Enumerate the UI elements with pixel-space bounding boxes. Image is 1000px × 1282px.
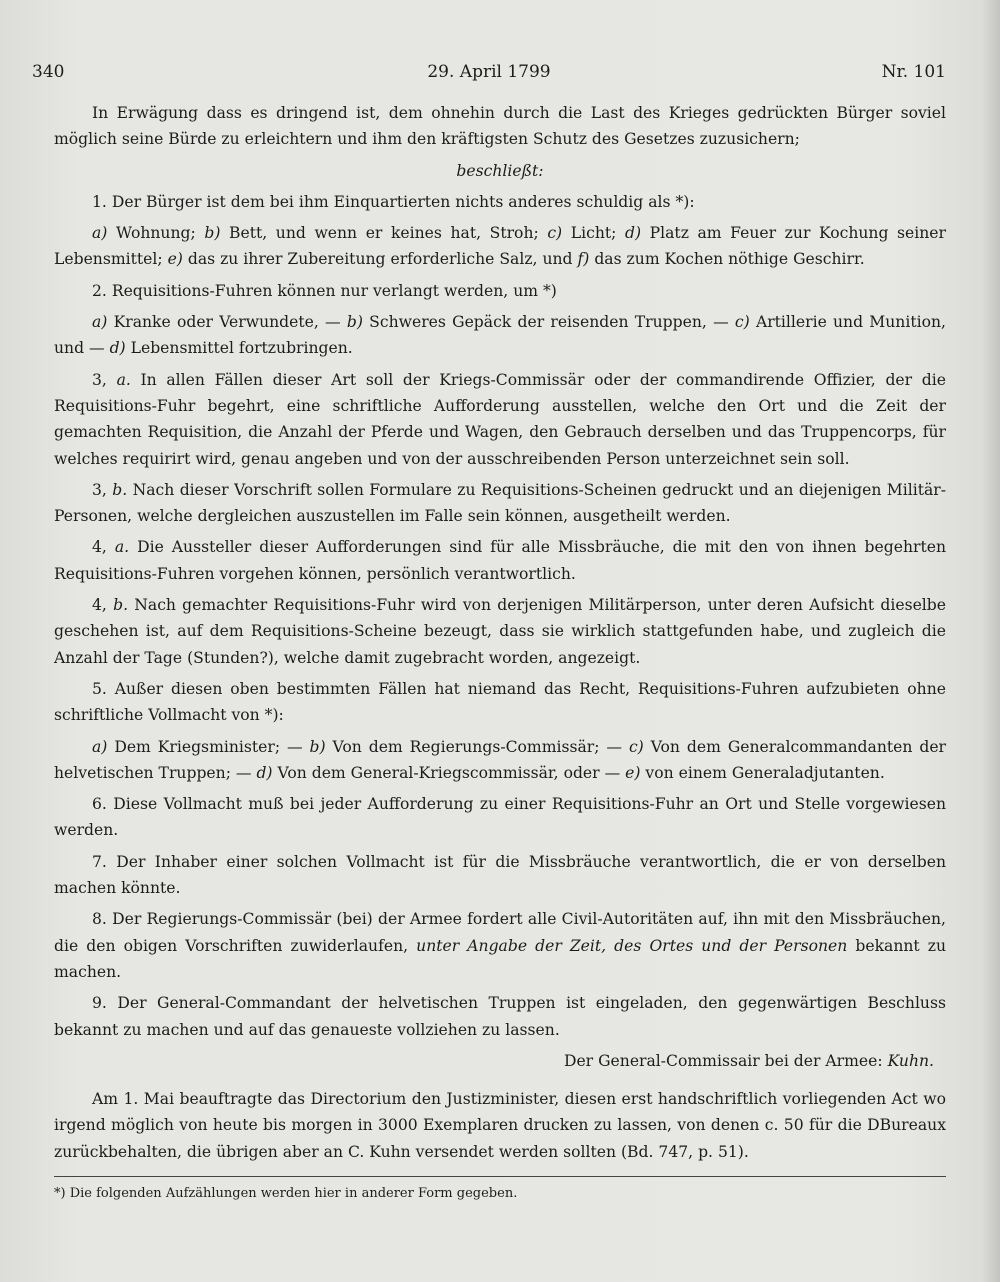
- list-text: Dem Kriegsminister; —: [107, 737, 310, 756]
- article-9: 9. Der General-Commandant der helvetischen Truppen ist eingeladen, den gegenwärtigen Beschluss bekannt zu machen und auf das genaueste vollziehen zu lassen.: [54, 994, 946, 1039]
- page-edge-shadow: [982, 0, 1000, 1282]
- list-text: Von dem General-Kriegscommissär, oder —: [272, 763, 626, 782]
- article-number: 3,: [92, 480, 113, 499]
- article-number: 3,: [92, 370, 117, 389]
- article-number: 4,: [92, 596, 114, 615]
- list-label: f): [577, 250, 590, 269]
- footnote: *) Die folgenden Aufzählungen werden hier in anderer Form gegeben.: [54, 1185, 518, 1201]
- article-letter: a.: [116, 370, 131, 389]
- list-text: Von dem Regierungs-Commissär; —: [325, 737, 629, 756]
- list-text: Bett, und wenn er keines hat, Stroh;: [220, 224, 548, 243]
- list-text: von einem Generaladjutanten.: [640, 763, 885, 782]
- article-2: 2. Requisitions-Fuhren können nur verlangt werden, um *): [92, 281, 557, 300]
- article-6: 6. Diese Vollmacht muß bei jeder Aufforderung zu einer Requisitions-Fuhr an Ort und Stelle vorgewiesen werden.: [54, 795, 946, 840]
- list-label: e): [625, 763, 641, 782]
- list-text: Licht;: [562, 224, 625, 243]
- article-4a: [54, 534, 946, 587]
- list-label: c): [628, 737, 644, 756]
- article-5-list: [54, 734, 946, 787]
- list-label: b): [346, 313, 363, 332]
- list-label: d): [109, 339, 126, 358]
- list-text: Platz am Feuer zur Kochung seiner Lebensmittel;: [54, 224, 946, 269]
- article-text: Nach gemachter Requisitions-Fuhr wird von derjenigen Militärperson, unter deren Aufsicht dieselbe geschehen ist, auf dem Requisitions-Scheine bezeugt, dass sie wirklich stattgefunden habe, und zugleich die Anzahl der Tage (Stunden?), welche damit zugebracht worden, angezeigt.: [54, 596, 947, 667]
- article-text: bekannt zu machen.: [54, 936, 946, 981]
- article-3b: [54, 477, 946, 530]
- article-number: 4,: [92, 538, 115, 557]
- article-text: In allen Fällen dieser Art soll der Kriegs-Commissär oder der commandirende Offizier, der die Requisitions-Fuhr begehrt, eine schriftliche Aufforderung ausstellen, welche den Ort und die Zeit der gemachten Requisition, die Anzahl der Pferde und Wagen, den Gebrauch derselben und das Truppencorps, für welches requirirt wird, genau angeben und von der ausschreibenden Person unterzeichnet sein soll.: [54, 370, 946, 468]
- document-body: [54, 100, 946, 1205]
- list-text: Von dem Generalcommandanten der helvetischen Truppen; —: [54, 737, 946, 782]
- list-text: Lebensmittel fortzubringen.: [125, 339, 353, 358]
- resolves-heading: [54, 158, 946, 184]
- list-text: das zu ihrer Zubereitung erforderliche Salz, und: [182, 250, 578, 269]
- list-label: a): [92, 737, 108, 756]
- list-text: Kranke oder Verwundete, —: [107, 313, 347, 332]
- preamble: In Erwägung dass es dringend ist, dem ohnehin durch die Last des Krieges gedrückten Bürger soviel möglich seine Bürde zu erleichtern und ihm den kräftigsten Schutz des Gesetzes zuzusichern;: [54, 104, 946, 149]
- article-letter: b.: [113, 596, 129, 615]
- signature-line: [54, 1048, 946, 1074]
- article-5: 5. Außer diesen oben bestimmten Fällen hat niemand das Recht, Requisitions-Fuhren aufzubieten ohne schriftliche Vollmacht von *):: [54, 679, 946, 725]
- article-4b: [54, 592, 946, 671]
- list-label: c): [734, 313, 750, 332]
- article-letter: a.: [114, 538, 130, 557]
- page-number: 340: [32, 62, 65, 82]
- list-text: das zum Kochen nöthige Geschirr.: [589, 250, 865, 269]
- list-label: e): [167, 250, 183, 269]
- list-label: b): [309, 737, 326, 756]
- resolves-word: beschließt:: [456, 161, 544, 180]
- article-1-list: [54, 220, 946, 273]
- article-text: Nach dieser Vorschrift sollen Formulare zu Requisitions-Scheinen gedruckt und an diejenigen Militär-Personen, welche dergleichen auszustellen im Falle sein können, ausgetheilt werden.: [54, 480, 946, 526]
- article-text: Die Aussteller dieser Aufforderungen sind für alle Missbräuche, die mit den von ihnen begehrten Requisitions-Fuhren vorgehen können, persönlich verantwortlich.: [54, 538, 947, 583]
- signature-name: Kuhn.: [887, 1051, 934, 1070]
- list-label: d): [256, 763, 273, 782]
- article-1: 1. Der Bürger ist dem bei ihm Einquartierten nichts anderes schuldig als *):: [92, 192, 695, 211]
- list-label: a): [92, 224, 108, 243]
- article-3a: [54, 367, 946, 472]
- article-7: 7. Der Inhaber einer solchen Vollmacht ist für die Missbräuche verantwortlich, die er von derselben machen könnte.: [54, 852, 946, 898]
- header-date: 29. April 1799: [427, 62, 551, 82]
- footnote-divider: [54, 1176, 946, 1177]
- list-label: c): [547, 224, 563, 243]
- article-text: 8. Der Regierungs-Commissär (bei) der Armee fordert alle Civil-Autoritäten auf, ihn mit den Missbräuchen, die den obigen Vorschriften zuwiderlaufen,: [54, 910, 946, 955]
- article-emphasis: unter Angabe der Zeit, des Ortes und der Personen: [416, 936, 848, 955]
- editorial-note: Am 1. Mai beauftragte das Directorium den Justizminister, diesen erst handschriftlich vorliegenden Act wo irgend möglich von heute bis morgen in 3000 Exemplaren drucken zu lassen, von denen c. 50 für die DBureaux zurückbehalten, die übrigen aber an C. Kuhn versendet werden sollten (Bd. 747, p. 51).: [54, 1090, 946, 1161]
- list-text: Artillerie und Munition, und —: [54, 313, 946, 358]
- list-label: d): [624, 224, 642, 243]
- article-2-list: [54, 309, 946, 362]
- article-8: [54, 906, 946, 985]
- list-label: a): [92, 313, 108, 332]
- article-letter: b.: [112, 480, 128, 499]
- document-number: Nr. 101: [881, 62, 946, 82]
- list-label: b): [204, 224, 221, 243]
- list-text: Wohnung;: [107, 224, 205, 243]
- page-header: [32, 62, 946, 86]
- signature-title: Der General-Commissair bei der Armee:: [563, 1051, 888, 1070]
- list-text: Schweres Gepäck der reisenden Truppen, —: [362, 313, 735, 332]
